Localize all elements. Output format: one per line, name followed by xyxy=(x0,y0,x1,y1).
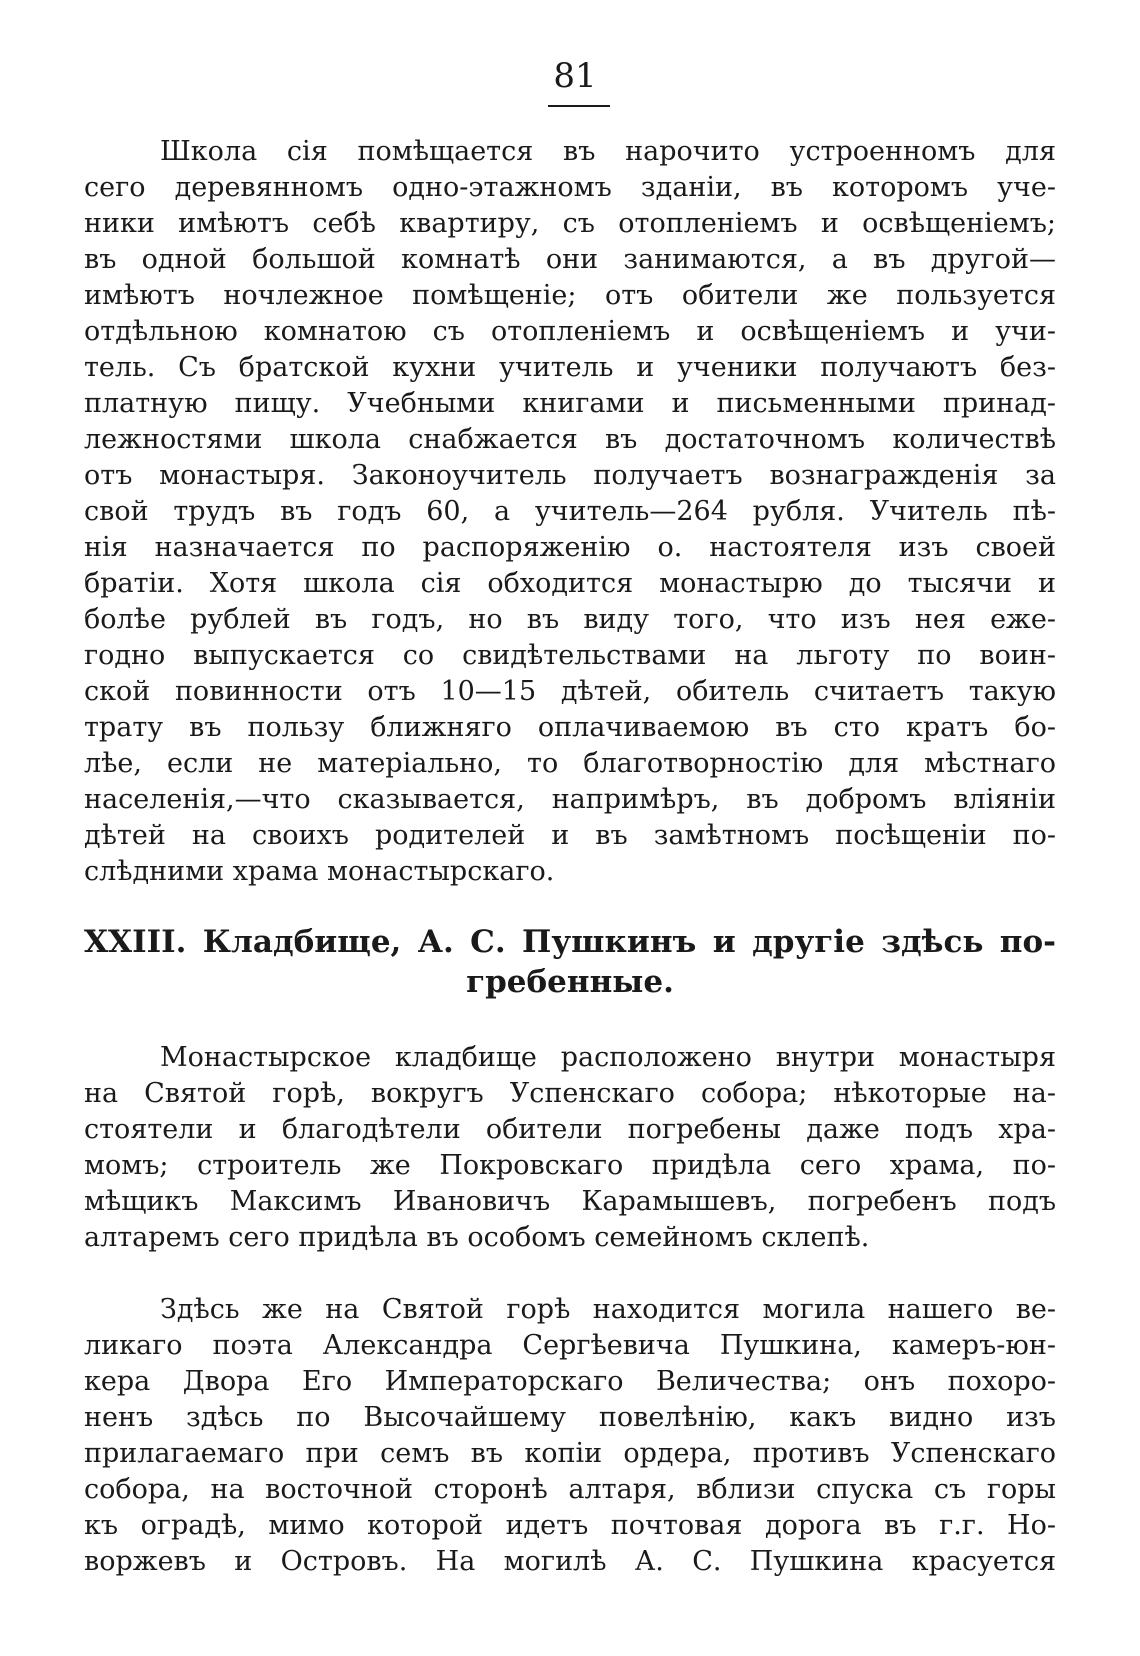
text-line: воржевъ и Островъ. На могилѣ А. С. Пушкина красуется xyxy=(84,1546,1056,1577)
text-line: имѣютъ ночлежное помѣщеніе; отъ обители же пользуется xyxy=(84,280,1056,311)
text-line: въ одной большой комнатѣ они занимаются, а въ другой— xyxy=(84,244,1056,275)
heading-line: XXIII. Кладбище, А. С. Пушкинъ и другіе здѣсь по- xyxy=(84,924,1056,960)
text-line: на Святой горѣ, вокругъ Успенскаго собора; нѣкоторые на- xyxy=(84,1078,1056,1109)
text-line: къ оградѣ, мимо которой идетъ почтовая дорога въ г.г. Но- xyxy=(84,1510,1056,1541)
text-line: Монастырское кладбище расположено внутри монастыря xyxy=(160,1042,1056,1073)
text-line: лежностями школа снабжается въ достаточномъ количествѣ xyxy=(84,424,1056,455)
text-line: ники имѣютъ себѣ квартиру, съ отопленіемъ и освѣщеніемъ; xyxy=(84,208,1056,239)
text-line: болѣе рублей въ годъ, но въ виду того, что изъ нея еже- xyxy=(84,604,1056,635)
text-line: мѣщикъ Максимъ Ивановичъ Карамышевъ, погребенъ подъ xyxy=(84,1186,1056,1217)
text-line: стоятели и благодѣтели обители погребены даже подъ хра- xyxy=(84,1114,1056,1145)
page-number-rule xyxy=(548,105,610,107)
text-line: Школа сія помѣщается въ нарочито устроенномъ для xyxy=(160,136,1056,167)
page-number: 81 xyxy=(553,56,597,96)
text-line: трату въ пользу ближняго оплачиваемою въ сто кратъ бо- xyxy=(84,712,1056,743)
text-line: момъ; строитель же Покровскаго придѣла сего храма, по- xyxy=(84,1150,1056,1181)
text-line: ской повинности отъ 10—15 дѣтей, обитель считаетъ такую xyxy=(84,676,1056,707)
text-line: отъ монастыря. Законоучитель получаетъ вознагражденія за xyxy=(84,460,1056,491)
text-line: отдѣльною комнатою съ отопленіемъ и освѣщеніемъ и учи- xyxy=(84,316,1056,347)
text-line: платную пищу. Учебными книгами и письменными принад- xyxy=(84,388,1056,419)
text-line: дѣтей на своихъ родителей и въ замѣтномъ посѣщеніи по- xyxy=(84,820,1056,851)
text-line: слѣдними храма монастырскаго. xyxy=(84,856,555,887)
text-line: свой трудъ въ годъ 60, а учитель—264 рубля. Учитель пѣ- xyxy=(84,496,1056,527)
text-line: сего деревянномъ одно-этажномъ зданіи, въ которомъ уче- xyxy=(84,172,1056,203)
text-line: собора, на восточной сторонѣ алтаря, вблизи спуска съ горы xyxy=(84,1474,1056,1505)
heading-line: гребенные. xyxy=(466,964,674,1000)
text-line: нія назначается по распоряженію о. настоятеля изъ своей xyxy=(84,532,1056,563)
text-line: тель. Съ братской кухни учитель и ученики получаютъ без- xyxy=(84,352,1056,383)
text-line: годно выпускается со свидѣтельствами на льготу по воин- xyxy=(84,640,1056,671)
text-line: лѣе, если не матеріально, то благотворностію для мѣстнаго xyxy=(84,748,1056,779)
text-line: Здѣсь же на Святой горѣ находится могила нашего ве- xyxy=(160,1294,1056,1325)
text-line: кера Двора Его Императорскаго Величества; онъ похоро- xyxy=(84,1366,1056,1397)
text-line: братіи. Хотя школа сія обходится монастырю до тысячи и xyxy=(84,568,1056,599)
text-line: ликаго поэта Александра Сергѣевича Пушкина, камеръ-юн- xyxy=(84,1330,1056,1361)
text-line: прилагаемаго при семъ въ копіи ордера, противъ Успенскаго xyxy=(84,1438,1056,1469)
text-line: алтаремъ сего придѣла въ особомъ семейномъ склепѣ. xyxy=(84,1222,870,1253)
text-line: ненъ здѣсь по Высочайшему повелѣнію, какъ видно изъ xyxy=(84,1402,1056,1433)
text-line: населенія,—что сказывается, напримѣръ, въ добромъ вліяніи xyxy=(84,784,1056,815)
